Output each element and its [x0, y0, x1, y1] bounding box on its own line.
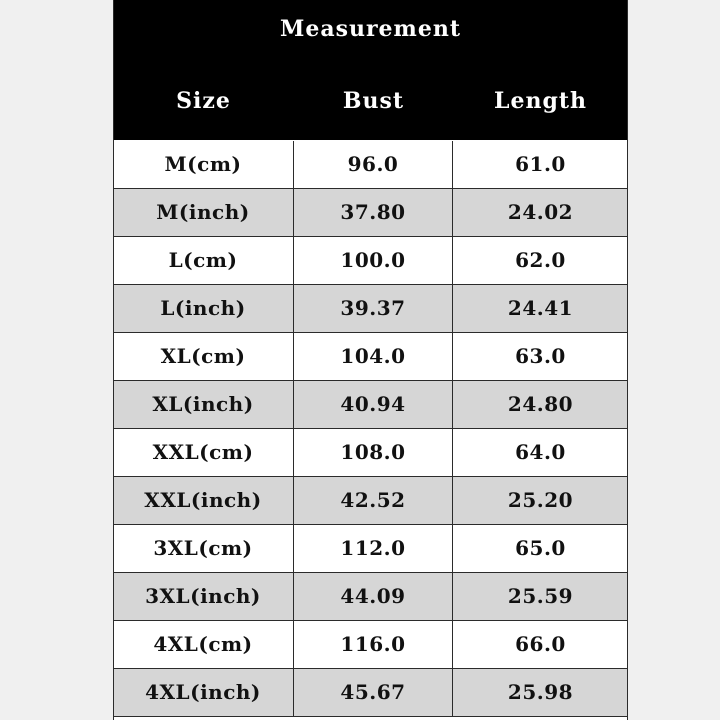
table-row [113, 621, 628, 669]
table-header [113, 0, 628, 140]
table-body [113, 141, 628, 717]
length-cell: 63.0 [515, 344, 566, 368]
bust-cell: 45.67 [294, 669, 453, 716]
size-cell: XXL(cm) [113, 429, 294, 476]
length-cell: 64.0 [515, 440, 566, 464]
bust-cell: 116.0 [294, 621, 453, 668]
table-row [113, 477, 628, 525]
size-cell: L(cm) [113, 237, 294, 284]
column-header-size: Size [176, 88, 231, 114]
size-cell: 4XL(inch) [113, 669, 294, 716]
table-row [113, 333, 628, 381]
length-cell: 25.20 [507, 488, 574, 512]
bust-cell: 112.0 [294, 525, 453, 572]
bust-cell: 100.0 [294, 237, 453, 284]
bust-cell: 108.0 [294, 429, 453, 476]
column-header-bust: Bust [342, 88, 405, 114]
size-cell: XXL(inch) [113, 477, 294, 524]
table-title: Measurement [279, 16, 461, 42]
length-cell: 66.0 [515, 632, 566, 656]
bust-cell: 39.37 [294, 285, 453, 332]
size-cell: L(inch) [113, 285, 294, 332]
bust-cell: 42.52 [294, 477, 453, 524]
size-cell: M(cm) [113, 141, 294, 188]
length-cell: 24.41 [507, 296, 574, 320]
bust-cell: 40.94 [294, 381, 453, 428]
table-row [113, 285, 628, 333]
size-cell: 3XL(inch) [113, 573, 294, 620]
bust-cell: 44.09 [294, 573, 453, 620]
size-cell: XL(cm) [113, 333, 294, 380]
length-cell: 25.59 [507, 584, 574, 608]
table-row [113, 525, 628, 573]
length-cell: 65.0 [515, 536, 566, 560]
table-row [113, 141, 628, 189]
table-row [113, 573, 628, 621]
bust-cell: 104.0 [294, 333, 453, 380]
table-row [113, 189, 628, 237]
size-cell: 3XL(cm) [113, 525, 294, 572]
table-row [113, 237, 628, 285]
bust-cell: 37.80 [294, 189, 453, 236]
length-cell: 25.98 [507, 680, 574, 704]
measurement-table [113, 0, 628, 720]
size-cell: M(inch) [113, 189, 294, 236]
column-header-length: Length [493, 88, 587, 114]
column-headers [113, 88, 628, 122]
length-cell: 24.80 [507, 392, 574, 416]
length-cell: 62.0 [515, 248, 566, 272]
length-cell: 24.02 [507, 200, 574, 224]
size-cell: 4XL(cm) [113, 621, 294, 668]
bust-cell: 96.0 [294, 141, 453, 188]
table-row [113, 669, 628, 717]
table-row [113, 429, 628, 477]
size-cell: XL(inch) [113, 381, 294, 428]
length-cell: 61.0 [515, 152, 566, 176]
table-row [113, 381, 628, 429]
